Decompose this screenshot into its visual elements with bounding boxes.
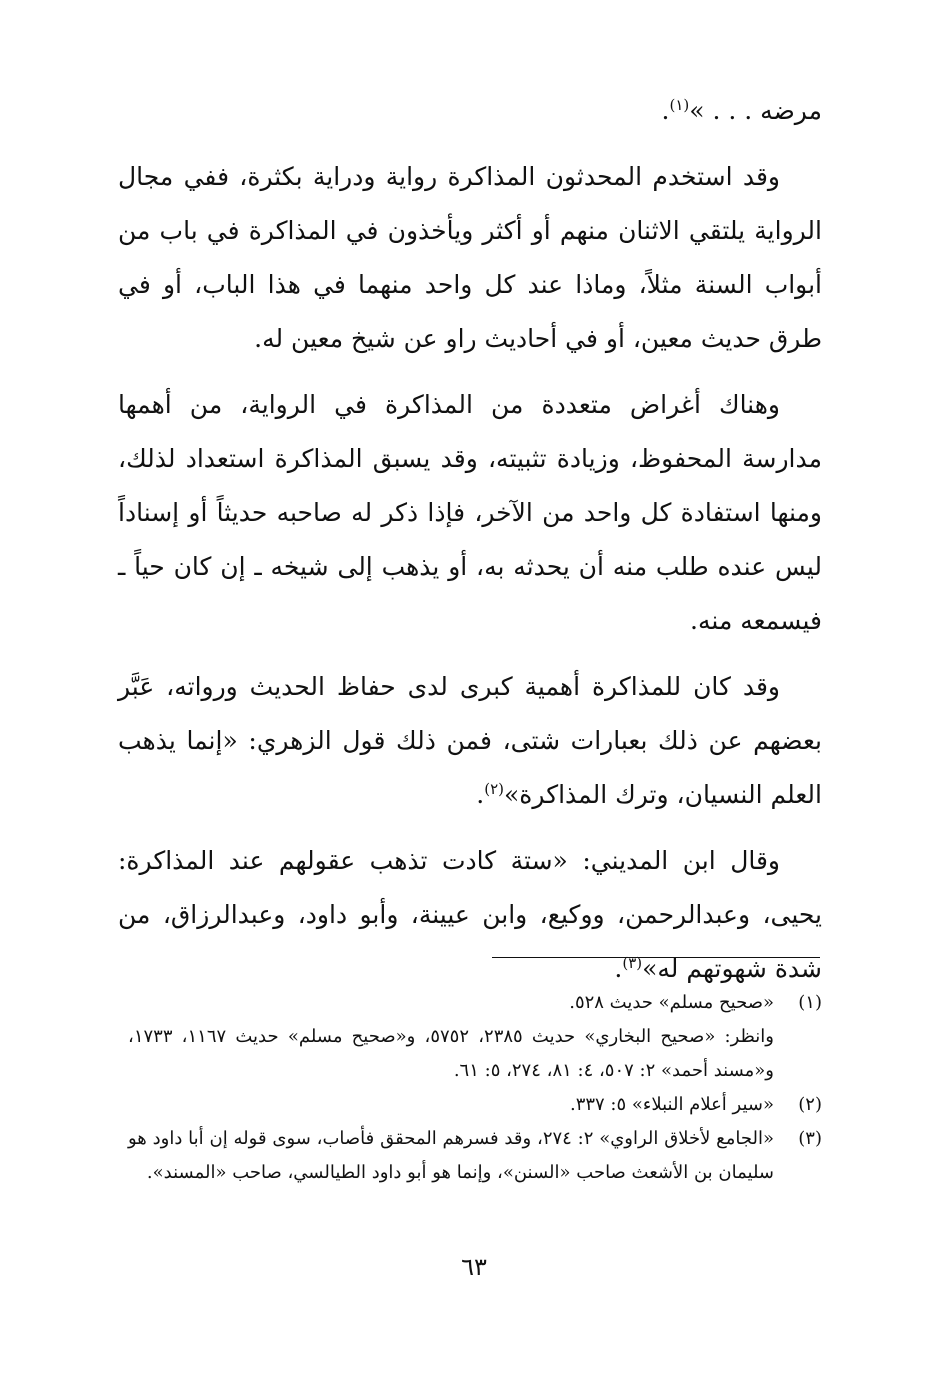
footnote-line: «الجامع لأخلاق الراوي» ٢: ٢٧٤، وقد فسرهم المحقق فأصاب، سوى قوله إن أبا داود هو سليمان بن الأشعث صاحب «السنن»، وإنما هو أبو داود الطيالسي، صاحب «المسند». [128, 1128, 774, 1183]
footnote-line: وانظر: «صحيح البخاري» حديث ٢٣٨٥، ٥٧٥٢، و«صحيح مسلم» حديث ١١٦٧، ١٧٣٣، و«مسند أحمد» ٢: ٥٠٧، ٤: ٨١، ٢٧٤، ٥: ٦١. [128, 1026, 775, 1081]
paragraph-end: . [614, 954, 623, 983]
footnote-ref-3: (٣) [622, 954, 643, 972]
footnote-line: «صحيح مسلم» حديث ٥٢٨. [569, 992, 774, 1013]
footnote-body [128, 1088, 774, 1122]
main-text [118, 84, 822, 1008]
footnote-number: (١) [798, 992, 822, 1013]
paragraph-continuation [118, 84, 822, 138]
footnote-body [128, 1122, 774, 1190]
paragraph-end: . [476, 780, 485, 809]
paragraph-text: وقال ابن المديني: «ستة كادت تذهب عقولهم عند المذاكرة: يحيى، وعبدالرحمن، ووكيع، وابن عيينة، وأبو داود، وعبدالرزاق، من شدة شهوتهم له» [118, 846, 822, 983]
paragraph-importance [118, 660, 822, 822]
footnote-ref-1: (١) [669, 96, 690, 114]
footnote-number: (٣) [798, 1128, 822, 1149]
paragraph-purposes: وهناك أغراض متعددة من المذاكرة في الرواية، من أهمها مدارسة المحفوظ، وزيادة تثبيته، وقد يسبق المذاكرة استعداد لذلك، ومنها استفادة كل واحد من الآخر، فإذا ذكر له صاحبه حديثاً أو إسناداً ليس عنده طلب منه أن يحدثه به، أو يذهب إلى شيخه ـ إن كان حياً ـ فيسمعه منه. [118, 390, 822, 635]
footnote-3 [128, 1122, 822, 1190]
paragraph-text: وقد كان للمذاكرة أهمية كبرى لدى حفاظ الحديث ورواته، عَبَّر بعضهم عن ذلك بعبارات شتى، فمن ذلك قول الزهري: «إنما يذهب العلم النسيان، وترك المذاكرة» [118, 672, 822, 809]
paragraph-text: مرضه . . . » [689, 96, 822, 125]
footnotes [128, 986, 822, 1190]
footnote-separator [492, 957, 820, 958]
footnote-2 [128, 1088, 822, 1122]
footnote-ref-2: (٢) [484, 780, 505, 798]
paragraph-narration-usage: وقد استخدم المحدثون المذاكرة رواية ودراية بكثرة، ففي مجال الرواية يلتقي الاثنان منهم أو أكثر ويأخذون في المذاكرة في باب من أبواب السنة مثلاً، وماذا عند كل واحد منهما في هذا الباب، أو في طرق حديث معين، أو في أحاديث راو عن شيخ معين له. [118, 162, 822, 353]
footnote-line: «سير أعلام النبلاء» ٥: ٣٣٧. [569, 1094, 774, 1115]
footnote-number: (٢) [798, 1094, 822, 1115]
paragraph-end: . [661, 96, 670, 125]
footnote-1 [128, 986, 822, 1088]
page-number: ٦٣ [461, 1253, 487, 1281]
paragraph-ibn-al-madini [118, 834, 822, 996]
footnote-body [128, 986, 774, 1088]
